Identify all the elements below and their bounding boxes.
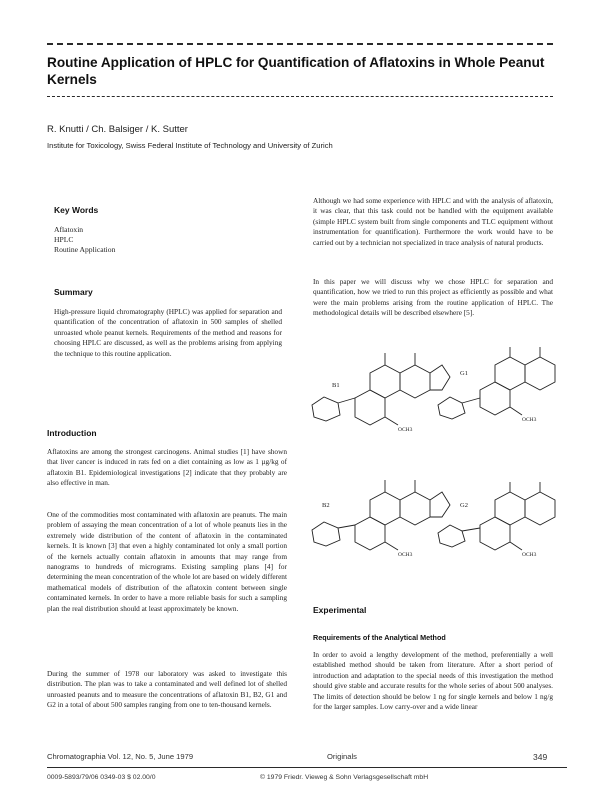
structure-label-b2: B2 [322,502,330,509]
right-intro-paragraph-1: Although we had some experience with HPLC and with the analysis of aflatoxin, it was clear, that this task could not be handled with the equipment available (simple HPLC system built from single components and TLC equipment without instrumentation for quantification). Furthermore the work would have to be carried out by a technician not specialized in trace analysis of natural products. [313,196,553,247]
top-dashed-rule [47,43,553,45]
structure-b2 [312,480,450,550]
structure-g2 [438,482,555,550]
introduction-paragraph-1: Aflatoxins are among the strongest carcinogens. Animal studies [1] have shown that liver cancer is induced in rats fed on a diet containing as low as 1 µg/kg of aflatoxin B1. Epidemiological investigations [2] indicate that they probably are also effective in man. [47,447,287,488]
keyword-item: Routine Application [54,245,116,254]
article-title: Routine Application of HPLC for Quantification of Aflatoxins in Whole Peanut Kernels [47,55,545,87]
author-list: R. Knutti / Ch. Balsiger / K. Sutter [47,124,188,135]
introduction-heading: Introduction [47,428,97,438]
title-underline-rule [47,96,553,97]
structure-label-b1: B1 [332,382,340,389]
keyword-item: Aflatoxin [54,225,84,234]
structure-label-g1: G1 [460,370,468,377]
structure-g1 [438,347,555,419]
article-code: 0009-5893/79/06 0349-03 $ 02.00/0 [47,774,156,781]
article-type: Originals [327,752,357,761]
right-intro-paragraph-2: In this paper we will discuss why we chose HPLC for separation and quantification, how we tried to run this project as efficiently as possible and what were the main problems arising from the routine application of HPLC. The methodological details will be described elsewhere [5]. [313,277,553,318]
journal-citation: Chromatographia Vol. 12, No. 5, June 1979 [47,752,194,761]
summary-text: High-pressure liquid chromatography (HPLC) was applied for separation and quantification of the concentration of aflatoxin in 500 samples of shelled unroasted whole peanut kernels. Requirements of the method and reasons for choosing HPLC are discussed, as well as the problems arising from applying the technique to this routine application. [54,307,282,358]
experimental-paragraph: In order to avoid a lengthy development of the method, preferentially a well established method should be taken from literature. After a short period of introduction and adaptation to the special needs of this investigation the method should give stable and accurate results for the whole series of about 500 analyses. The limits of detection should be below 1 ng for single kernels and below 1 ng/g for the larger samples. Low carry-over and a wide linear [313,650,553,712]
copyright-notice: © 1979 Friedr. Vieweg & Sohn Verlagsgesellschaft mbH [260,774,429,781]
introduction-paragraph-2: One of the commodities most contaminated with aflatoxin are peanuts. The main problem of assaying the mean concentration of a lot of whole peanuts lies in the extremely wide distribution of the content of aflatoxin in the contaminated kernels. It is known [3] that even a highly contaminated lot only a small portion of the kernels actually contain aflatoxin in amounts that may range from nanograms to hundreds of micrograms. Existing sampling plans [4] for determining the mean concentration of the whole lot are based on widely different mathematical models of distribution of the aflatoxin content between single contaminated kernels. In order to have a more reliable basis for such a sampling plan the real distribution should at least approximately be known. [47,510,287,613]
keyword-item: HPLC [54,235,74,244]
aflatoxin-structures-figure [310,335,560,565]
keywords-heading: Key Words [54,205,99,215]
introduction-paragraph-3: During the summer of 1978 our laboratory was asked to investigate this distribution. The plan was to take a contaminated and well defined lot of shelled unroasted peanuts and to measure the concentrations of aflatoxin B1, B2, G1 and G2 in a total of about 500 samples ranging from one to ten-thousand kernels. [47,669,287,710]
footer-rule [47,767,567,768]
institute-affiliation: Institute for Toxicology, Swiss Federal Institute of Technology and University of Zurich [47,141,333,150]
page-number: 349 [533,752,548,762]
requirements-subheading: Requirements of the Analytical Method [313,633,446,642]
summary-heading: Summary [54,287,93,297]
experimental-heading: Experimental [313,605,367,615]
substituent-label-b1: OCH3 [398,427,413,433]
substituent-label-b2: OCH3 [398,552,413,558]
structure-label-g2: G2 [460,502,468,509]
structure-b1 [312,353,450,425]
substituent-label-g2: OCH3 [522,552,537,558]
substituent-label-g1: OCH3 [522,417,537,423]
